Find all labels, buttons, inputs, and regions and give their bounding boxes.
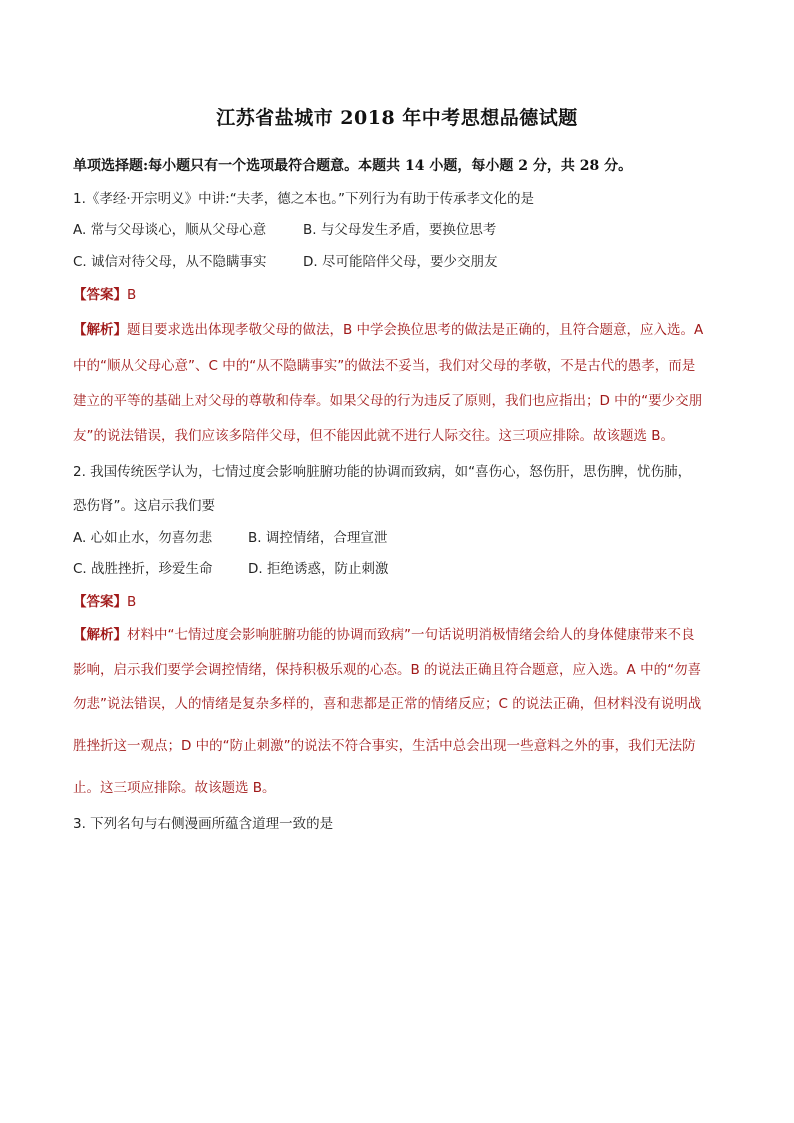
question-2-stem-line-1: 2. 我国传统医学认为，七情过度会影响脏腑功能的协调而致病，如“喜伤心，怒伤肝，思伤脾，忧伤肺， [73,464,692,480]
question-2-options-row-1 [73,528,725,548]
question-1-options-row-2 [73,252,725,272]
answer-value: B [127,287,137,303]
question-2-option-d: D. 拒绝诱惑，防止刺激 [248,561,389,577]
question-2-option-a: A. 心如止水，勿喜勿悲 [73,530,213,546]
analysis-text: 题目要求选出体现孝敬父母的做法，B 中学会换位思考的做法是正确的，且符合题意，应入选。A [127,322,704,338]
question-1-answer [73,285,725,305]
question-1-analysis-line-1 [73,320,725,340]
section-instruction: 单项选择题:每小题只有一个选项最符合题意。本题共 14 小题，每小题 2 分，共 28 分。 [73,158,633,174]
question-2-options-row-2 [73,559,725,579]
question-1-option-c: C. 诚信对待父母，从不隐瞒事实 [73,254,267,270]
analysis-label: 【解析】 [73,322,127,338]
analysis-label: 【解析】 [73,627,127,643]
question-1-options-row-1 [73,220,725,240]
question-2-analysis-line-1 [73,625,725,645]
question-1-analysis-line-4: 友”的说法错误，我们应该多陪伴父母，但不能因此就不进行人际交往。这三项应排除。故该题选 B。 [73,428,675,444]
question-2-analysis-line-4: 胜挫折这一观点；D 中的“防止刺激”的说法不符合事实，生活中总会出现一些意料之外的事，我们无法防 [73,738,696,754]
question-2-option-c: C. 战胜挫折，珍爱生命 [73,561,213,577]
question-1-analysis-line-2: 中的“顺从父母心意”、C 中的“从不隐瞒事实”的做法不妥当，我们对父母的孝敬，不是古代的愚孝，而是 [73,358,696,374]
question-3-stem: 3. 下列名句与右侧漫画所蕴含道理一致的是 [73,816,334,832]
question-2-option-b: B. 调控情绪，合理宣泄 [248,530,388,546]
analysis-text: 材料中“七情过度会影响脏腑功能的协调而致病”一句话说明消极情绪会给人的身体健康带来不良 [127,627,695,643]
question-2-answer [73,592,725,612]
question-2-analysis-line-5: 止。这三项应排除。故该题选 B。 [73,780,276,796]
page-title: 江苏省盐城市 2018 年中考思想品德试题 [216,107,578,129]
question-1-stem: 1.《孝经·开宗明义》中讲:“夫孝，德之本也。”下列行为有助于传承孝文化的是 [73,191,534,207]
answer-value: B [127,594,137,610]
question-1-option-b: B. 与父母发生矛盾，要换位思考 [303,222,497,238]
question-1-analysis-line-3: 建立的平等的基础上对父母的尊敬和侍奉。如果父母的行为违反了原则，我们也应指出；D 中的“要少交朋 [73,393,703,409]
question-2-stem-line-2: 恐伤肾”。这启示我们要 [73,498,215,514]
question-1-option-d: D. 尽可能陪伴父母，要少交朋友 [303,254,498,270]
question-2-analysis-line-2: 影响，启示我们要学会调控情绪，保持积极乐观的心态。B 的说法正确且符合题意，应入选。A 中的“勿喜 [73,662,702,678]
question-2-analysis-line-3: 勿悲”说法错误，人的情绪是复杂多样的，喜和悲都是正常的情绪反应；C 的说法正确，但材料没有说明战 [73,696,702,712]
question-1-option-a: A. 常与父母谈心，顺从父母心意 [73,222,267,238]
answer-label: 【答案】 [73,287,127,303]
answer-label: 【答案】 [73,594,127,610]
